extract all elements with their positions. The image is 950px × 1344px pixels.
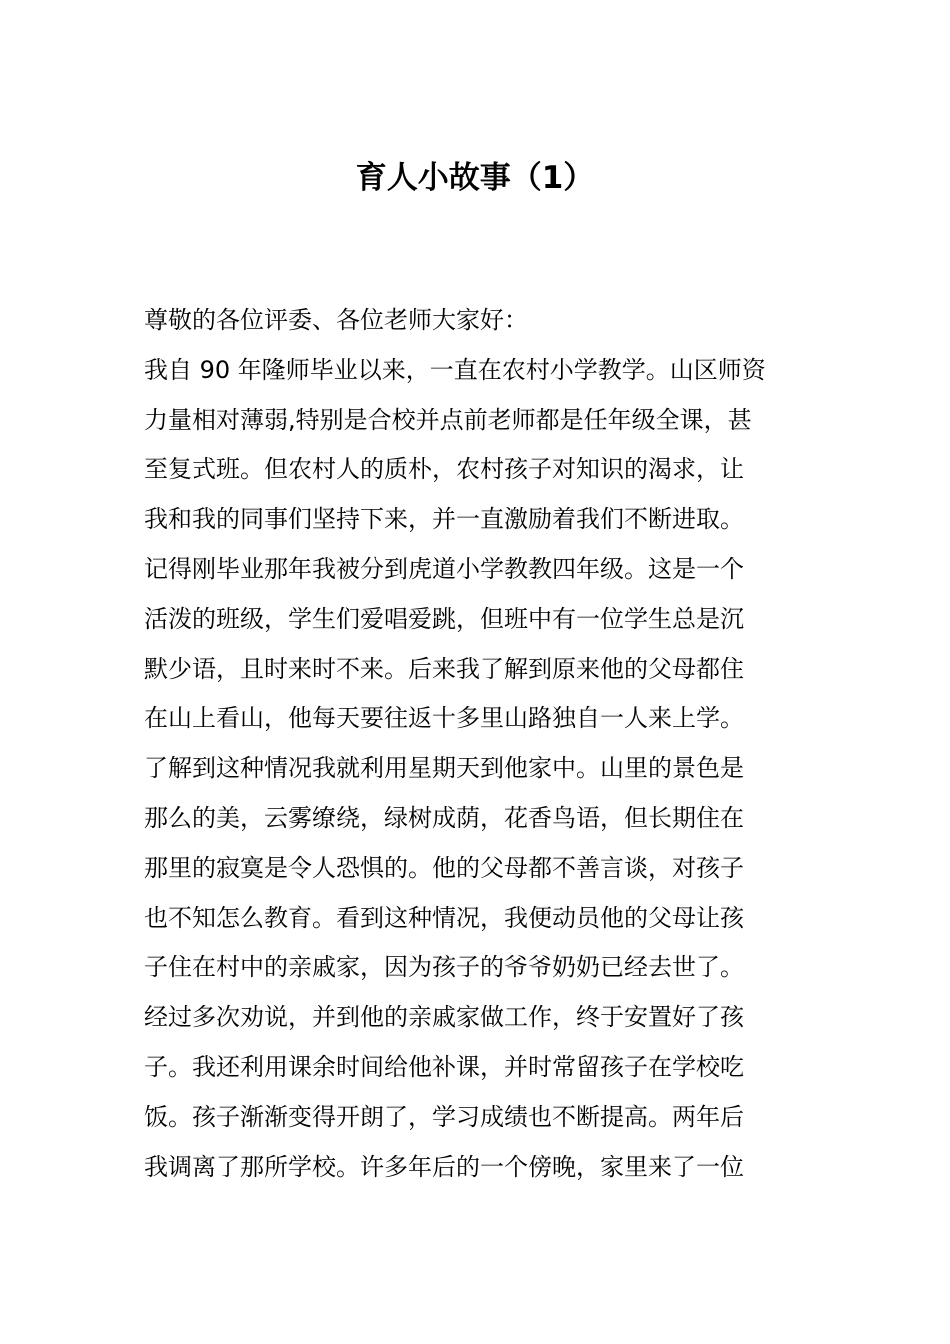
text-line: 饭。孩子渐渐变得开朗了，学习成绩也不断提高。两年后: [144, 1102, 744, 1131]
text-line: 尊敬的各位评委、各位老师大家好：: [144, 306, 528, 334]
text-line: 那里的寂寞是令人恐惧的。他的父母都不善言谈，对孩子: [144, 853, 744, 882]
page-title: 育人小故事（1）: [355, 160, 595, 196]
text-line: 也不知怎么教育。看到这种情况，我便动员他的父母让孩: [144, 903, 744, 932]
text-line: 了解到这种情况我就利用星期天到他家中。山里的景色是: [144, 754, 744, 783]
text-line: 活泼的班级，学生们爱唱爱跳，但班中有一位学生总是沉: [144, 604, 744, 633]
text-line: 至复式班。但农村人的质朴，农村孩子对知识的渴求，让: [144, 455, 744, 484]
body-text: [144, 296, 814, 1192]
text-line: 那么的美，云雾缭绕，绿树成荫，花香鸟语，但长期住在: [144, 803, 744, 832]
text-line: 经过多次劝说，并到他的亲戚家做工作，终于安置好了孩: [144, 1003, 744, 1032]
text-line: 默少语，且时来时不来。后来我了解到原来他的父母都住: [144, 654, 744, 683]
text-line: 在山上看山，他每天要往返十多里山路独自一人来上学。: [144, 704, 744, 733]
text-line: 子。我还利用课余时间给他补课，并时常留孩子在学校吃: [144, 1052, 744, 1081]
text-line: 我调离了那所学校。许多年后的一个傍晚，家里来了一位: [144, 1152, 744, 1181]
text-line: 我和我的同事们坚持下来，并一直激励着我们不断进取。: [144, 505, 744, 534]
text-line: 力量相对薄弱,特别是合校并点前老师都是任年级全课，甚: [144, 405, 752, 434]
text-line: 子住在村中的亲戚家，因为孩子的爷爷奶奶已经去世了。: [144, 953, 744, 982]
text-line: 记得刚毕业那年我被分到虎道小学教教四年级。这是一个: [144, 554, 744, 583]
text-line: 我自 90 年隆师毕业以来，一直在农村小学教学。山区师资: [144, 355, 766, 384]
